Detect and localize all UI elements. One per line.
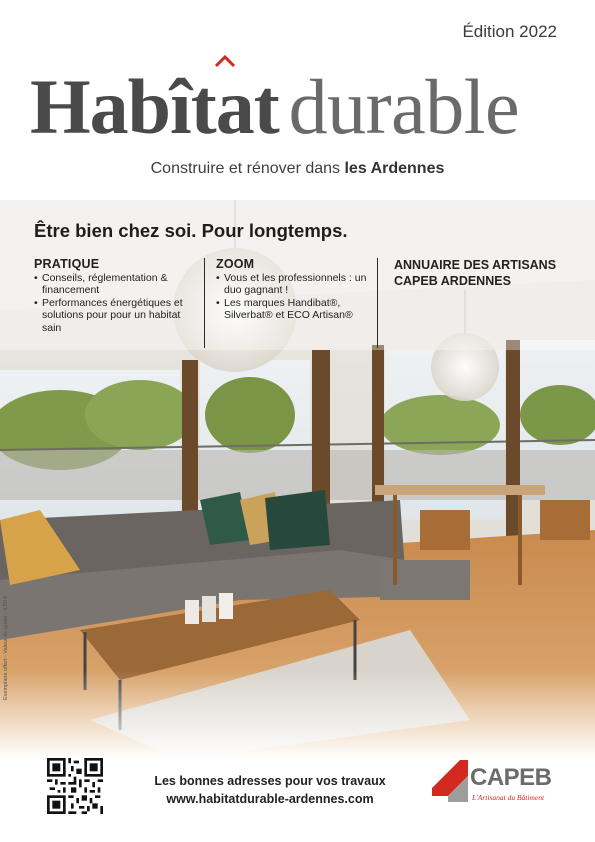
- column-item: • Vous et les professionnels : un duo gagnant !: [216, 272, 376, 297]
- column-divider: [204, 258, 205, 348]
- title-habitat: Habîtat: [30, 63, 279, 150]
- cover-headline: Être bien chez soi. Pour longtemps.: [34, 220, 348, 241]
- footer-tagline: Les bonnes adresses pour vos travaux: [154, 774, 386, 788]
- subtitle-region: les Ardennes: [344, 160, 445, 177]
- column-item: • Conseils, réglementation & financement: [34, 272, 194, 297]
- roof-accent-icon: [214, 54, 236, 68]
- column-divider: [377, 258, 378, 348]
- title-durable: durable: [288, 63, 520, 150]
- column-item: • Performances énergétiques et solutions pour pour un habitat sain: [34, 297, 194, 334]
- capeb-logo-tagline: L'Artisanat du Bâtiment: [472, 793, 545, 802]
- subtitle: [0, 160, 595, 178]
- column-heading: ZOOM: [216, 257, 255, 271]
- side-note: Exemplaire offert - Valeur du guide : 4,90 €: [3, 595, 9, 700]
- subtitle-prefix: Construire et rénover dans: [150, 160, 345, 177]
- column-heading: PRATIQUE: [34, 257, 100, 271]
- masthead-title: [30, 62, 519, 152]
- website-link[interactable]: www.habitatdurable-ardennes.com: [166, 792, 374, 806]
- column-zoom: [216, 257, 376, 322]
- capeb-logo-word: CAPEB: [470, 764, 552, 791]
- column-item: • Les marques Handibat®, Silverbat® et ECO Artisan®: [216, 297, 376, 322]
- column-pratique: [34, 257, 194, 334]
- footer-text: [120, 772, 420, 808]
- column-annuaire: [394, 257, 584, 289]
- column-heading: ANNUAIRE DES ARTISANS CAPEB ARDENNES: [394, 258, 557, 288]
- edition-label: Édition 2022: [462, 22, 557, 41]
- qr-code-icon[interactable]: [47, 758, 103, 814]
